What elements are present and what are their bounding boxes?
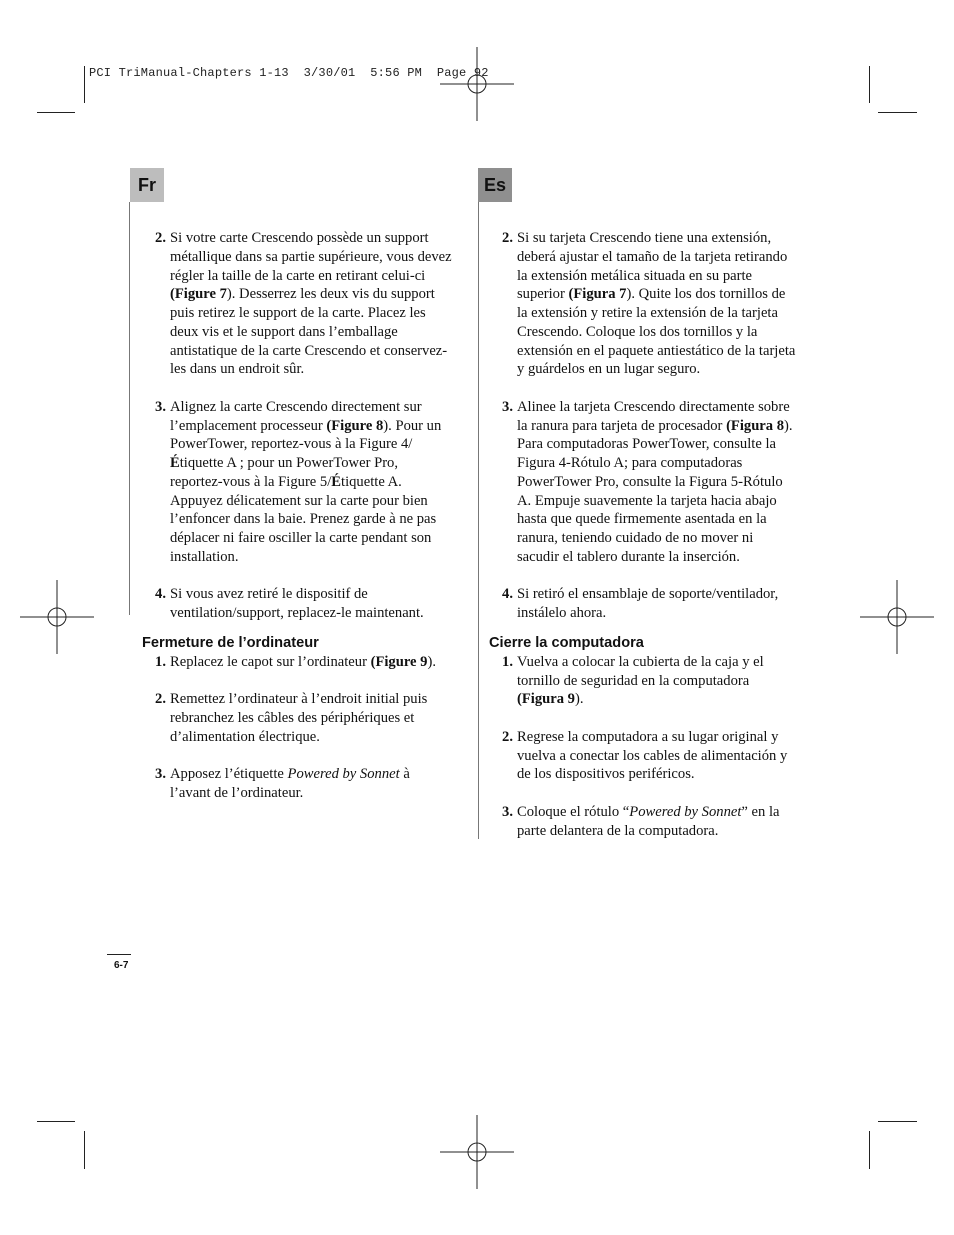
item-number: 2. (502, 230, 513, 246)
section-heading: Cierre la computadora (489, 634, 644, 651)
item-number: 3. (502, 398, 513, 415)
registration-mark-icon (440, 1115, 514, 1189)
print-slug: PCI TriManual-Chapters 1-13 3/30/01 5:56 PM Page 92 (89, 66, 489, 80)
item-number: 3. (155, 398, 166, 415)
tab-label-fr: Fr (138, 174, 156, 195)
section-heading: Fermeture de l’ordinateur (142, 634, 319, 651)
item-number: 1. (502, 653, 513, 670)
crop-mark (878, 112, 917, 113)
list-item: 2. Remettez l’ordinateur à l’endroit initial puis rebranchez les câbles des périphériques et d’alimentation électrique. (142, 690, 452, 746)
item-number: 4. (502, 586, 513, 603)
crop-mark (37, 1121, 75, 1122)
registration-mark-icon (20, 580, 94, 654)
item-number: 2. (155, 691, 166, 708)
list-item: 2. Si votre carte Crescendo possède un support métallique dans sa partie supérieure, vous devez régler la taille de la carte en retirant celui-ci (Figure 7). Desserrez les deux vis du support puis retirez le support de la carte. Placez les deux vis et le support dans l’emballage antistatique de la carte Crescendo et conservez-les dans un endroit sûr. (142, 229, 452, 379)
item-number: 1. (155, 653, 166, 670)
page-number: 6-7 (114, 960, 129, 971)
item-number: 2. (502, 728, 513, 745)
list-item: 3. Coloque el rótulo “Powered by Sonnet” en la parte delantera de la computadora. (489, 803, 797, 841)
french-column (142, 229, 452, 803)
tab-label-es: Es (483, 174, 507, 195)
crop-mark (84, 1131, 85, 1169)
item-number: 3. (502, 803, 513, 820)
tab-spanish (478, 168, 512, 202)
column-rule (478, 202, 479, 839)
list-item: 3. Alignez la carte Crescendo directement sur l’emplacement processeur (Figure 8). Pour un PowerTower, reportez-vous à la Figure 4/Étiquette A ; pour un PowerTower Pro, reportez-vous à la Figure 5/Étiquette A. Appuyez délicatement sur la carte pour bien l’enfoncer dans la baie. Prenez garde à ne pas déplacer ni faire osciller la carte pendant son installation. (142, 398, 452, 567)
crop-mark (869, 66, 870, 103)
list-item: 1. Replacez le capot sur l’ordinateur (Figure 9). (142, 653, 452, 672)
column-rule (129, 202, 130, 615)
crop-mark (869, 1131, 870, 1169)
list-item: 1. Vuelva a colocar la cubierta de la caja y el tornillo de seguridad en la computadora (Figura 9). (489, 653, 797, 709)
list-item: 4. Si vous avez retiré le dispositif de ventilation/support, replacez-le maintenant. (142, 585, 452, 623)
item-number: 3. (155, 766, 166, 783)
item-number: 2. (155, 230, 166, 246)
crop-mark (878, 1121, 917, 1122)
spanish-column (489, 229, 797, 840)
list-item: 2. Si su tarjeta Crescendo tiene una extensión, deberá ajustar el tamaño de la tarjeta retirando la extensión metálica situada en su parte superior (Figura 7). Quite los dos tornillos de la extensión y retire la extensión de la tarjeta Crescendo. Coloque los dos tornillos y la extensión en el paquete antiestático de la tarjeta y guárdelos en un lugar seguro. (489, 229, 797, 379)
registration-mark-icon (860, 580, 934, 654)
list-item: 3. Apposez l’étiquette Powered by Sonnet à l’avant de l’ordinateur. (142, 765, 452, 803)
list-item: 4. Si retiró el ensamblaje de soporte/ventilador, instálelo ahora. (489, 585, 797, 623)
tab-french (130, 168, 164, 202)
crop-mark (37, 112, 75, 113)
list-item: 3. Alinee la tarjeta Crescendo directamente sobre la ranura para tarjeta de procesador (Figura 8). Para computadoras PowerTower, consulte la Figura 4-Rótulo A; para computadoras PowerTower Pro, consulte la Figura 5-Rótulo A. Empuje suavemente la tarjeta hacia abajo hasta que quede firmemente asentada en la ranura, teniendo cuidado de no mover ni sacudir el tablero durante la inserción. (489, 398, 797, 567)
page-number-rule (107, 954, 131, 955)
item-number: 4. (155, 586, 166, 603)
list-item: 2. Regrese la computadora a su lugar original y vuelva a conectar los cables de alimentación y de los dispositivos periféricos. (489, 728, 797, 784)
crop-mark (84, 66, 85, 103)
registration-mark-icon (440, 47, 514, 121)
